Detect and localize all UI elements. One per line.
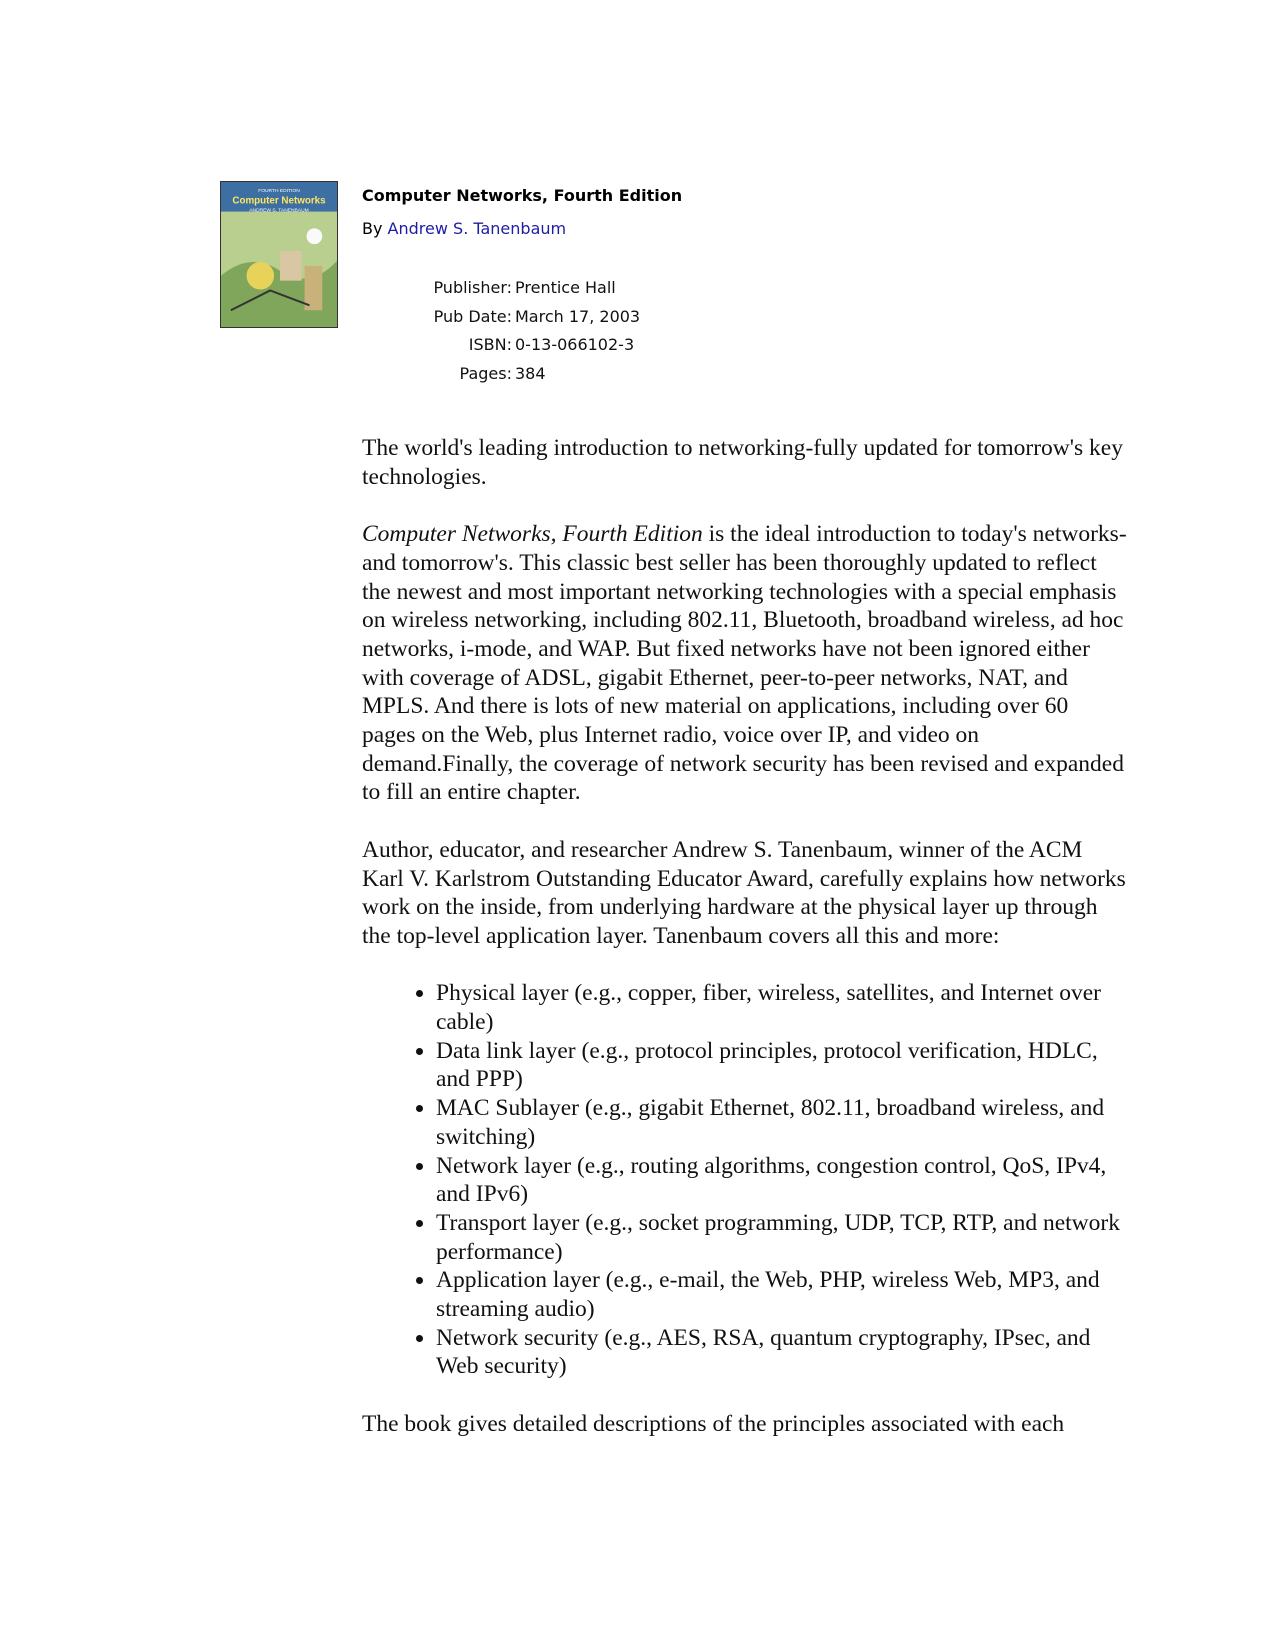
list-item: • Physical layer (e.g., copper, fiber, wireless, satellites, and Internet over cable) xyxy=(436,979,1127,1036)
by-label: By xyxy=(362,219,383,238)
cover-author-text: ANDREW S. TANENBAUM xyxy=(249,208,309,214)
meta-row-publisher xyxy=(0,274,1275,303)
topics-list xyxy=(362,979,1127,1381)
pages-label: Pages: xyxy=(459,363,512,383)
intro-paragraph: The world's leading introduction to networking-fully updated for tomorrow's key technologies. xyxy=(362,435,1123,490)
cover-title-text: Computer Networks xyxy=(232,195,326,207)
book-title-italic: Computer Networks, Fourth Edition xyxy=(362,521,703,548)
list-item: • Transport layer (e.g., socket programming, UDP, TCP, RTP, and network performance) xyxy=(436,1209,1127,1266)
pub-date-label: Pub Date: xyxy=(433,306,512,326)
isbn-label: ISBN: xyxy=(468,335,512,354)
list-item: • Data link layer (e.g., protocol principles, protocol verification, HDLC, and PPP) xyxy=(436,1037,1127,1094)
list-item: • MAC Sublayer (e.g., gigabit Ethernet, 802.11, broadband wireless, and switching) xyxy=(436,1094,1127,1151)
meta-row-pub-date xyxy=(0,303,1275,332)
overview-text: is the ideal introduction to today's networks-and tomorrow's. This classic best seller has been thoroughly updated to reflect the newest and most important networking technologies with a special emphasis on wireless networking, including 802.11, Bluetooth, broadband wireless, ad hoc networks, i-mode, and WAP. But fixed networks have not been ignored either with coverage of ADSL, gigabit Ethernet, peer-to-peer networks, NAT, and MPLS. And there is lots of new material on applications, including over 60 pages on the Web, plus Internet radio, voice over IP, and video on demand.Finally, the coverage of network security has been revised and expanded to fill an entire chapter. xyxy=(362,521,1127,806)
meta-row-pages xyxy=(0,360,1275,389)
overview-paragraph xyxy=(362,520,1127,807)
isbn-value: 0-13-066102-3 xyxy=(515,335,635,354)
closing-paragraph: The book gives detailed descriptions of the principles associated with each xyxy=(362,1410,1065,1437)
author-paragraph: Author, educator, and researcher Andrew S. Tanenbaum, winner of the ACM Karl V. Karlstrom Outstanding Educator Award, carefully explains how networks work on the inside, from underlying hardware at the physical layer up through the top-level application layer. Tanenbaum covers all this and more: xyxy=(362,836,1126,949)
meta-row-isbn xyxy=(0,331,1275,360)
publisher-value: Prentice Hall xyxy=(515,278,616,297)
list-item: • Network security (e.g., AES, RSA, quantum cryptography, IPsec, and Web security) xyxy=(436,1324,1127,1381)
book-description xyxy=(362,434,1127,1467)
byline xyxy=(362,219,566,238)
pub-date-value: March 17, 2003 xyxy=(515,306,641,326)
author-link[interactable]: Andrew S. Tanenbaum xyxy=(387,219,567,238)
book-title: Computer Networks, Fourth Edition xyxy=(362,186,683,205)
publisher-label: Publisher: xyxy=(433,278,512,297)
list-item: • Network layer (e.g., routing algorithms, congestion control, QoS, IPv4, and IPv6) xyxy=(436,1152,1127,1209)
cover-edition-text: FOURTH EDITION xyxy=(258,188,300,194)
list-item: • Application layer (e.g., e-mail, the Web, PHP, wireless Web, MP3, and streaming audio) xyxy=(436,1266,1127,1323)
publication-details xyxy=(0,274,1275,388)
pages-value: 384 xyxy=(515,363,546,383)
